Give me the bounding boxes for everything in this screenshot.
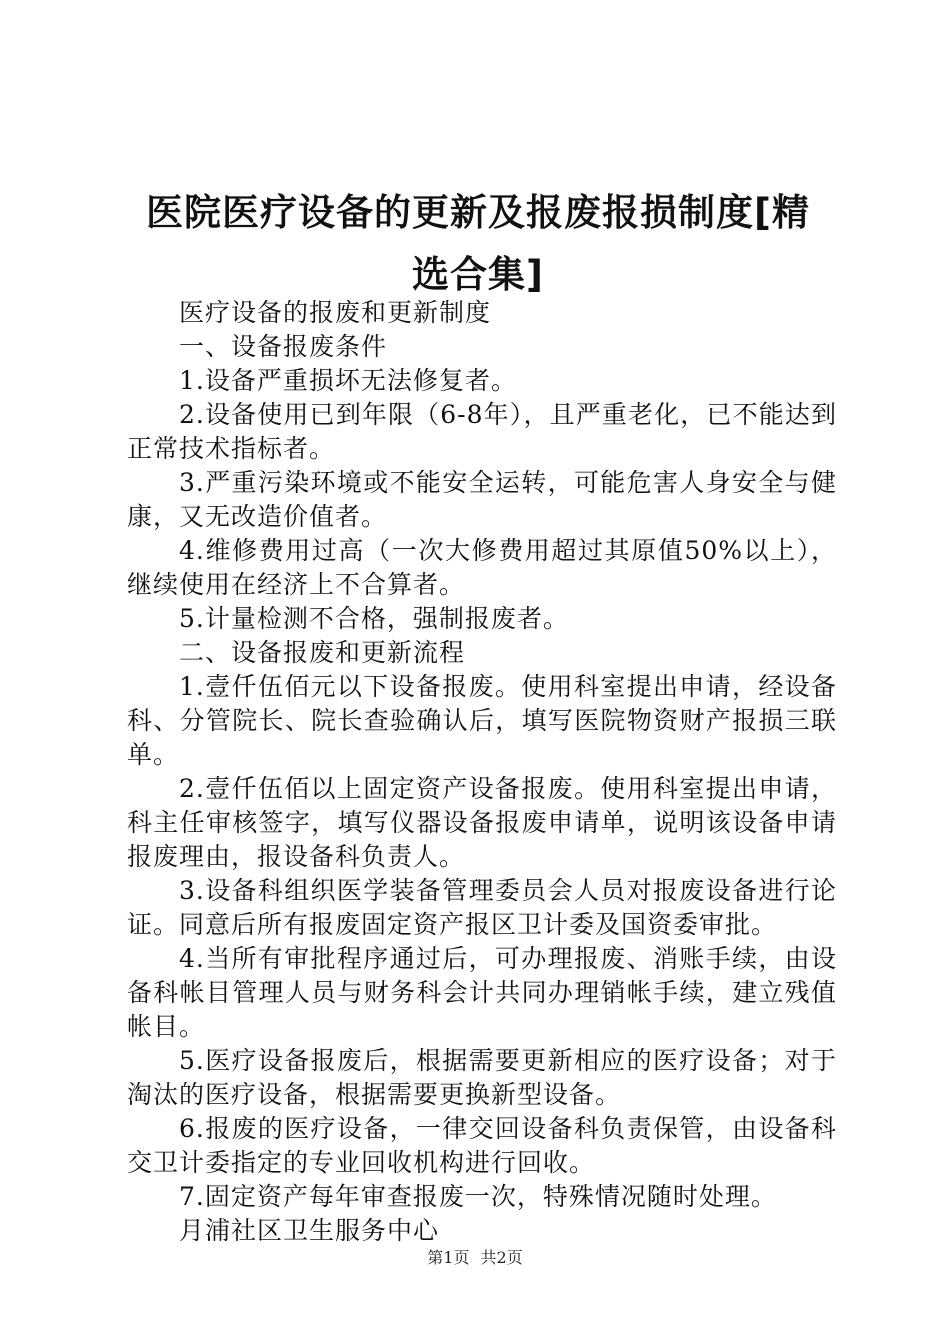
list-item: 3.严重污染环境或不能安全运转，可能危害人身安全与健康，又无改造价值者。 bbox=[127, 468, 837, 531]
list-item: 1.设备严重损坏无法修复者。 bbox=[179, 366, 517, 395]
list-item: 2.设备使用已到年限（6-8年），且严重老化，已不能达到正常技术指标者。 bbox=[127, 400, 837, 463]
page-number: 第1页 bbox=[427, 1248, 470, 1267]
document-body bbox=[127, 296, 837, 1248]
section-heading: 二、设备报废和更新流程 bbox=[179, 638, 466, 667]
list-item: 6.报废的医疗设备，一律交回设备科负责保管，由设备科交卫计委指定的专业回收机构进行回收。 bbox=[127, 1114, 837, 1177]
list-item: 1.壹仟伍佰元以下设备报废。使用科室提出申请，经设备科、分管院长、院长查验确认后，填写医院物资财产报损三联单。 bbox=[127, 672, 837, 769]
list-item: 5.医疗设备报废后，根据需要更新相应的医疗设备；对于淘汰的医疗设备，根据需要更换新型设备。 bbox=[127, 1046, 837, 1109]
document-title: 医院医疗设备的更新及报废报损制度[精选合集] bbox=[146, 191, 810, 296]
page-total: 共2页 bbox=[480, 1248, 523, 1267]
signature-organization: 月浦社区卫生服务中心 bbox=[179, 1216, 440, 1245]
section-heading: 一、设备报废条件 bbox=[179, 332, 388, 361]
list-item: 2.壹仟伍佰以上固定资产设备报废。使用科室提出申请，科主任审核签字，填写仪器设备报废申请单，说明该设备申请报废理由，报设备科负责人。 bbox=[127, 774, 837, 871]
list-item: 4.当所有审批程序通过后，可办理报废、消账手续，由设备科帐目管理人员与财务科会计共同办理销帐手续，建立残值帐目。 bbox=[127, 944, 837, 1041]
list-item: 4.维修费用过高（一次大修费用超过其原值50%以上），继续使用在经济上不合算者。 bbox=[127, 536, 837, 599]
page-footer bbox=[0, 1245, 950, 1268]
section-heading: 医疗设备的报废和更新制度 bbox=[179, 298, 492, 327]
list-item: 5.计量检测不合格，强制报废者。 bbox=[179, 604, 569, 633]
list-item: 7.固定资产每年审查报废一次，特殊情况随时处理。 bbox=[179, 1182, 777, 1211]
list-item: 3.设备科组织医学装备管理委员会人员对报废设备进行论证。同意后所有报废固定资产报区卫计委及国资委审批。 bbox=[127, 876, 837, 939]
